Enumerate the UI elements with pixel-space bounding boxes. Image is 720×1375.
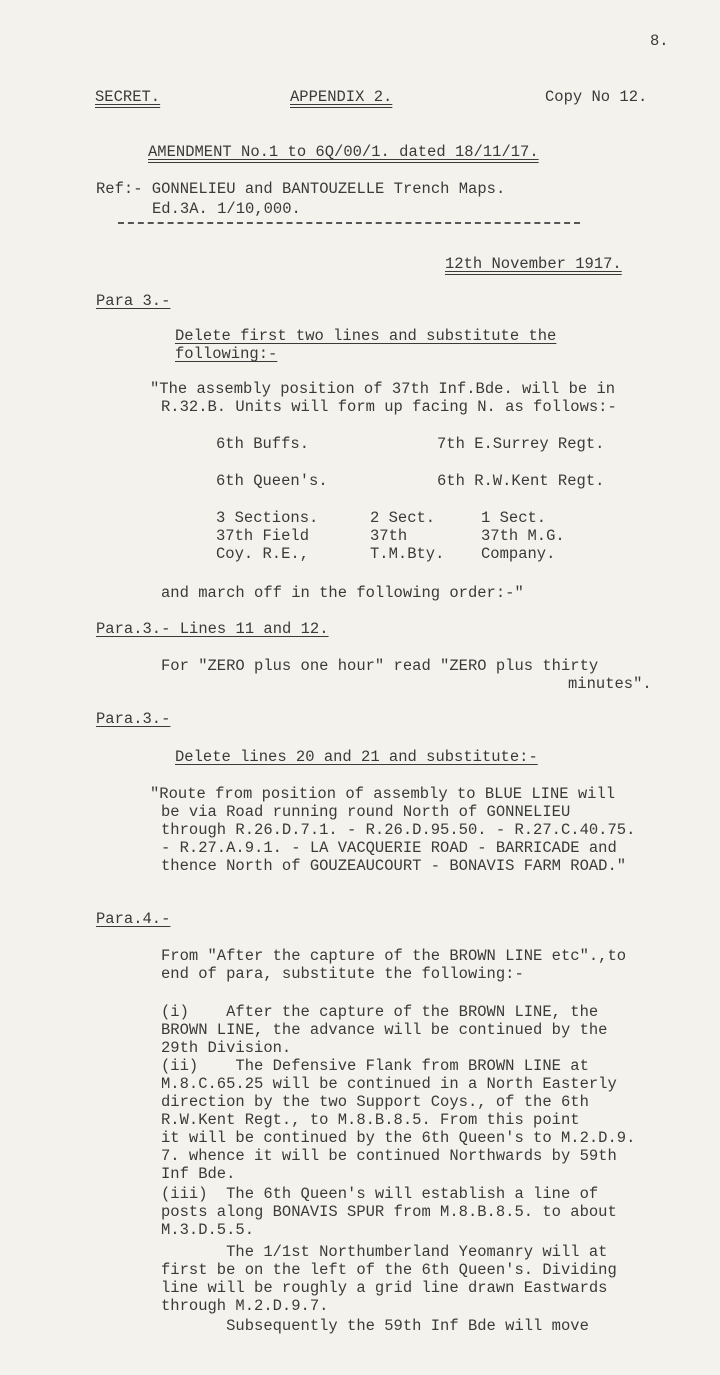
quote-line: be via Road running round North of GONNELIEU	[161, 803, 571, 821]
body-line: posts along BONAVIS SPUR from M.8.B.8.5. to about	[161, 1203, 617, 1221]
unit-entry: 7th E.Surrey Regt.	[437, 435, 605, 453]
quote-line: "Route from position of assembly to BLUE LINE will	[150, 785, 616, 803]
section-para-3-lines-heading: Para.3.- Lines 11 and 12.	[96, 620, 329, 638]
body-line: Subsequently the 59th Inf Bde will move	[161, 1317, 589, 1335]
quote-line: - R.27.A.9.1. - LA VACQUERIE ROAD - BARRICADE and	[161, 839, 617, 857]
quote-line: and march off in the following order:-"	[161, 584, 524, 602]
unit-entry: 1 Sect.	[481, 509, 547, 527]
ref-line-2: Ed.3A. 1/10,000.	[152, 200, 301, 218]
unit-entry: 37th Field	[216, 527, 310, 545]
page-number: 8.	[650, 32, 669, 50]
unit-entry: 3 Sections.	[216, 509, 319, 527]
copy-number: Copy No 12.	[545, 88, 648, 106]
unit-entry: T.M.Bty.	[370, 545, 445, 563]
unit-entry: 2 Sect.	[370, 509, 436, 527]
divider	[118, 222, 580, 224]
unit-entry: 6th R.W.Kent Regt.	[437, 472, 605, 490]
appendix-label: APPENDIX 2.	[290, 88, 393, 106]
body-line: (i) After the capture of the BROWN LINE, the	[161, 1003, 599, 1021]
body-line: first be on the left of the 6th Queen's. Dividing	[161, 1261, 617, 1279]
amendment-title: AMENDMENT No.1 to 6Q/00/1. dated 18/11/17.	[148, 143, 539, 161]
instruction-line: following:-	[175, 345, 278, 363]
ref-line-1: Ref:- GONNELIEU and BANTOUZELLE Trench Maps.	[96, 180, 506, 198]
body-line: line will be roughly a grid line drawn Eastwards	[161, 1279, 608, 1297]
body-line: through M.2.D.9.7.	[161, 1297, 329, 1315]
body-line: The 1/1st Northumberland Yeomanry will at	[161, 1243, 608, 1261]
document-date: 12th November 1917.	[445, 255, 622, 273]
body-line: M.8.C.65.25 will be continued in a North Easterly	[161, 1075, 617, 1093]
body-line: R.W.Kent Regt., to M.8.B.8.5. From this point	[161, 1111, 580, 1129]
body-line: direction by the two Support Coys., of the 6th	[161, 1093, 589, 1111]
unit-entry: Coy. R.E.,	[216, 545, 310, 563]
body-line: (iii) The 6th Queen's will establish a line of	[161, 1185, 599, 1203]
unit-entry: Company.	[481, 545, 556, 563]
body-line: From "After the capture of the BROWN LINE etc".,to	[161, 947, 627, 965]
quote-line: thence North of GOUZEAUCOURT - BONAVIS FARM ROAD."	[161, 857, 627, 875]
instruction-line: Delete first two lines and substitute the	[175, 327, 557, 345]
section-para-3-heading-2: Para.3.-	[96, 710, 171, 728]
quote-line: R.32.B. Units will form up facing N. as follows:-	[161, 398, 617, 416]
unit-entry: 37th M.G.	[481, 527, 565, 545]
body-line: (ii) The Defensive Flank from BROWN LINE at	[161, 1057, 589, 1075]
section-para-4-heading: Para.4.-	[96, 910, 171, 928]
body-line: end of para, substitute the following:-	[161, 965, 524, 983]
body-line: it will be continued by the 6th Queen's to M.2.D.9.	[161, 1129, 636, 1147]
body-line: Inf Bde.	[161, 1165, 236, 1183]
instruction-line: Delete lines 20 and 21 and substitute:-	[175, 748, 538, 766]
body-line: For "ZERO plus one hour" read "ZERO plus thirty	[161, 657, 599, 675]
classification-label: SECRET.	[95, 88, 161, 106]
unit-entry: 6th Queen's.	[216, 472, 328, 490]
body-line: 7. whence it will be continued Northwards by 59th	[161, 1147, 617, 1165]
body-line: BROWN LINE, the advance will be continued by the	[161, 1021, 608, 1039]
quote-line: through R.26.D.7.1. - R.26.D.95.50. - R.27.C.40.75.	[161, 821, 636, 839]
body-line: 29th Division.	[161, 1039, 292, 1057]
unit-entry: 6th Buffs.	[216, 435, 310, 453]
section-para-3-heading: Para 3.-	[96, 292, 171, 310]
unit-entry: 37th	[370, 527, 408, 545]
quote-line: "The assembly position of 37th Inf.Bde. will be in	[150, 380, 616, 398]
body-line: M.3.D.5.5.	[161, 1221, 255, 1239]
body-line: minutes".	[568, 675, 652, 693]
